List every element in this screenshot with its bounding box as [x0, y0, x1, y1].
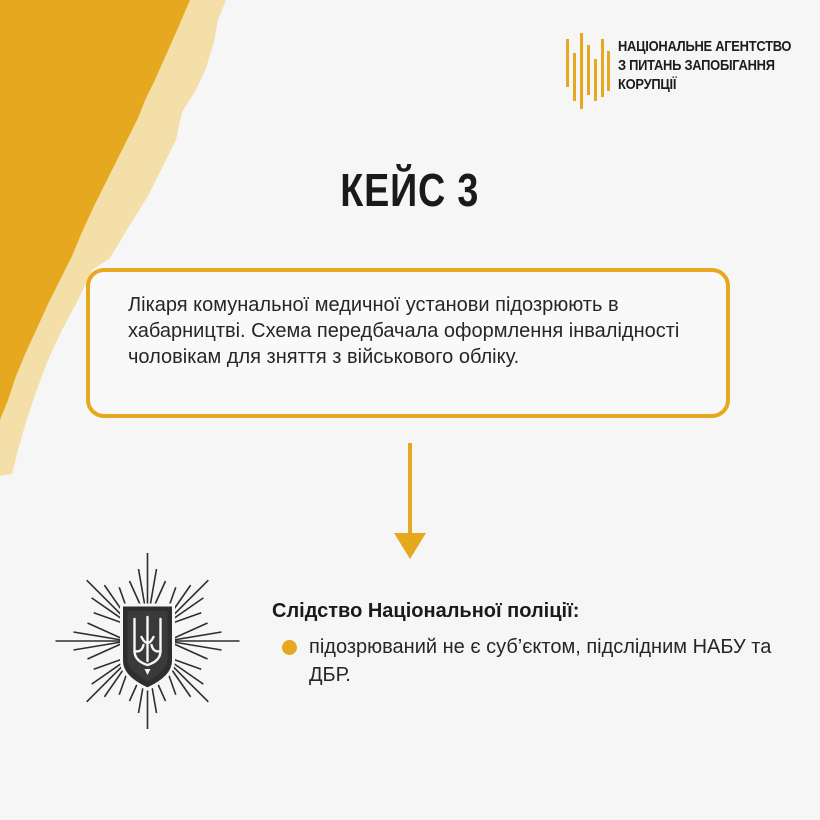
- nazk-logo-icon: [566, 33, 610, 109]
- page-title-text: КЕЙС 3: [340, 164, 480, 216]
- case-description-box: [86, 268, 730, 418]
- police-star-emblem-icon: [55, 551, 240, 731]
- investigation-item-text: підозрюваний не є суб’єктом, підслідним НАБУ та ДБР.: [309, 636, 772, 686]
- investigation-list: [272, 633, 792, 689]
- list-item: [272, 633, 792, 689]
- investigation-info: [272, 600, 792, 689]
- agency-name-line-1: НАЦІОНАЛЬНЕ АГЕНТСТВО: [618, 38, 792, 55]
- agency-name: [618, 37, 791, 94]
- agency-name-line-2: З ПИТАНЬ ЗАПОБІГАННЯ: [618, 57, 775, 74]
- case-description-text: Лікаря комунальної медичної установи підозрюють в хабарництві. Схема передбачала оформлення інвалідності чоловікам для зняття з військового обліку.: [128, 294, 680, 368]
- investigation-heading: Слідство Національної поліції:: [272, 600, 580, 622]
- page-title: [0, 163, 820, 217]
- agency-logo: [566, 33, 819, 109]
- arrow-down-icon: [392, 443, 428, 561]
- agency-name-line-3: КОРУПЦІЇ: [618, 76, 677, 93]
- bullet-dot-icon: [282, 640, 297, 655]
